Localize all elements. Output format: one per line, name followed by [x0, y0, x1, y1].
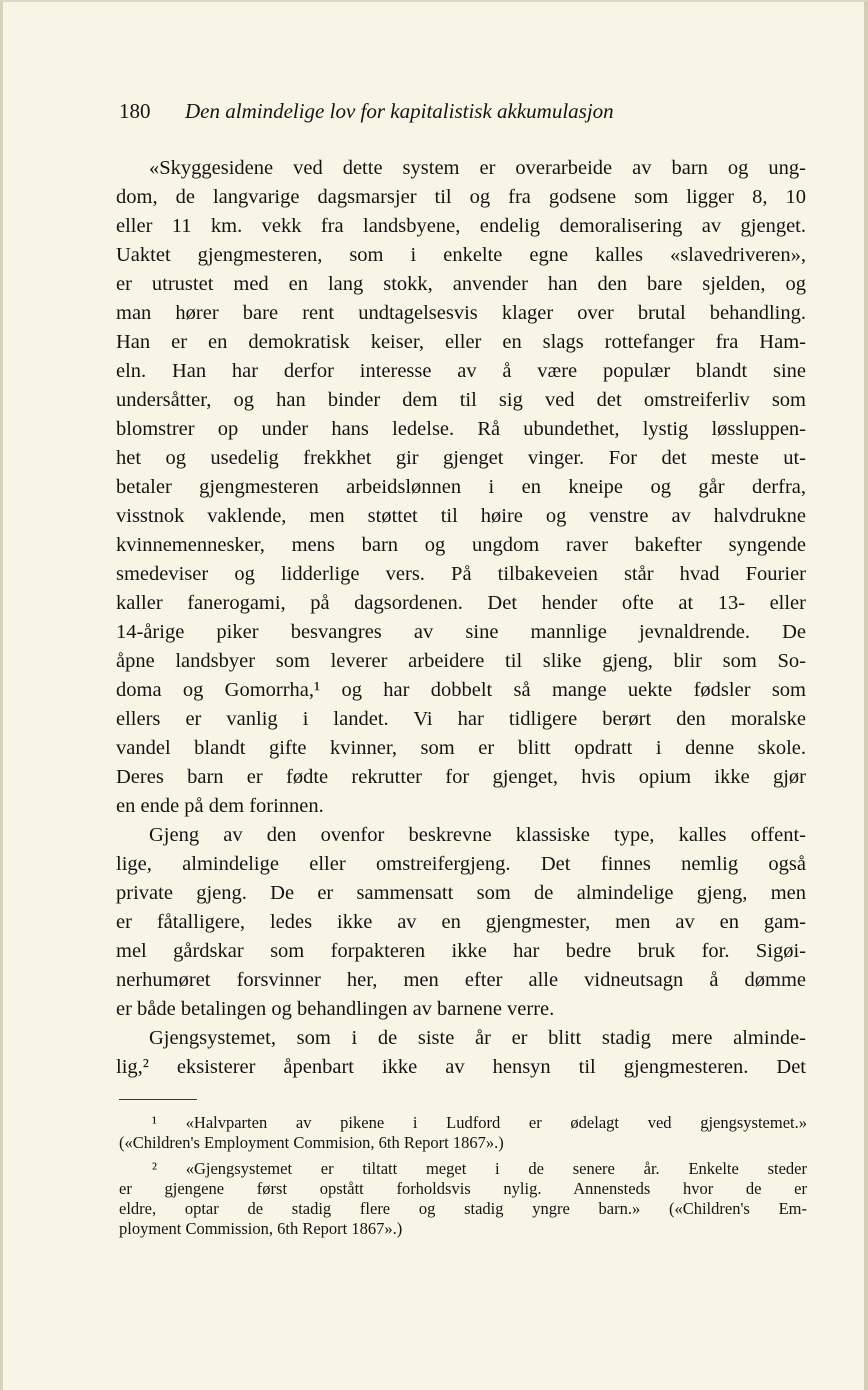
text-line: «Skyggesidene ved dette system er overarbeide av barn og ung- — [149, 157, 806, 179]
footnote-2-line: eldre, optar de stadig flere og stadig yngre barn.» («Children's Em- — [119, 1199, 807, 1218]
text-line: kvinnemennesker, mens barn og ungdom raver bakefter syngende — [116, 534, 806, 556]
text-line: visstnok vaklende, men støttet til høire og venstre av halvdrukne — [116, 505, 806, 527]
text-line: en ende på dem forinnen. — [116, 795, 324, 817]
text-line: lig,² eksisterer åpenbart ikke av hensyn til gjengmesteren. Det — [116, 1056, 806, 1078]
text-line: Gjeng av den ovenfor beskrevne klassiske type, kalles offent- — [149, 824, 806, 846]
text-line: dom, de langvarige dagsmarsjer til og fra godsene som ligger 8, 10 — [116, 186, 806, 208]
footnote-separator — [119, 1099, 197, 1100]
footnote-1-line: («Children's Employment Commision, 6th Report 1867».) — [119, 1133, 504, 1152]
page-number: 180 — [119, 99, 151, 123]
text-line: betaler gjengmesteren arbeidslønnen i en kneipe og går derfra, — [116, 476, 806, 498]
text-line: åpne landsbyer som leverer arbeidere til slike gjeng, blir som So- — [116, 650, 806, 672]
text-line: vandel blandt gifte kvinner, som er blitt opdratt i denne skole. — [116, 737, 806, 759]
text-line: blomstrer op under hans ledelse. Rå ubundethet, lystig løssluppen- — [116, 418, 806, 440]
footnote-2-line: ² «Gjengsystemet er tiltatt meget i de senere år. Enkelte steder — [152, 1159, 807, 1178]
footnotes — [119, 1113, 807, 1239]
text-line: 14-årige piker besvangres av sine mannlige jevnaldrende. De — [116, 621, 806, 643]
text-line: er både betalingen og behandlingen av barnene verre. — [116, 998, 555, 1020]
text-line: er fåtalligere, ledes ikke av en gjengmester, men av en gam- — [116, 911, 806, 933]
footnote-2-line: er gjengene først opstått forholdsvis nylig. Annensteds hvor de er — [119, 1179, 807, 1198]
text-line: smedeviser og lidderlige vers. På tilbakeveien står hvad Fourier — [116, 563, 806, 585]
text-line: er utrustet med en lang stokk, anvender han den bare sjelden, og — [116, 273, 806, 295]
text-line: mel gårdskar som forpakteren ikke har bedre bruk for. Sigøi- — [116, 940, 806, 962]
text-line: kaller fanerogami, på dagsordenen. Det hender ofte at 13- eller — [116, 592, 806, 614]
running-title: Den almindelige lov for kapitalistisk akkumulasjon — [185, 99, 614, 123]
text-line: Deres barn er fødte rekrutter for gjenget, hvis opium ikke gjør — [116, 766, 806, 788]
text-line: het og usedelig frekkhet gir gjenget vinger. For det meste ut- — [116, 447, 806, 469]
text-line: nerhumøret forsvinner her, men efter alle vidneutsagn å dømme — [116, 969, 806, 991]
text-line: lige, almindelige eller omstreifergjeng. Det finnes nemlig også — [116, 853, 806, 875]
text-line: Gjengsystemet, som i de siste år er blitt stadig mere alminde- — [149, 1027, 806, 1049]
text-line: man hører bare rent undtagelsesvis klager over brutal behandling. — [116, 302, 806, 324]
text-line: Han er en demokratisk keiser, eller en slags rottefanger fra Ham- — [116, 331, 806, 353]
page-header — [119, 96, 759, 126]
text-line: eller 11 km. vekk fra landsbyene, endelig demoralisering av gjenget. — [116, 215, 806, 237]
text-line: doma og Gomorrha,¹ og har dobbelt så mange uekte fødsler som — [116, 679, 806, 701]
footnote-2-line: ployment Commission, 6th Report 1867».) — [119, 1219, 403, 1238]
text-line: ellers er vanlig i landet. Vi har tidligere berørt den moralske — [116, 708, 806, 730]
text-line: undersåtter, og han binder dem til sig ved det omstreiferliv som — [116, 389, 806, 411]
text-line: private gjeng. De er sammensatt som de almindelige gjeng, men — [116, 882, 806, 904]
footnote-1-line: ¹ «Halvparten av pikene i Ludford er ødelagt ved gjengsystemet.» — [152, 1113, 807, 1132]
text-line: eln. Han har derfor interesse av å være populær blandt sine — [116, 360, 806, 382]
body-text — [116, 154, 806, 1082]
text-line: Uaktet gjengmesteren, som i enkelte egne kalles «slavedriveren», — [116, 244, 806, 266]
